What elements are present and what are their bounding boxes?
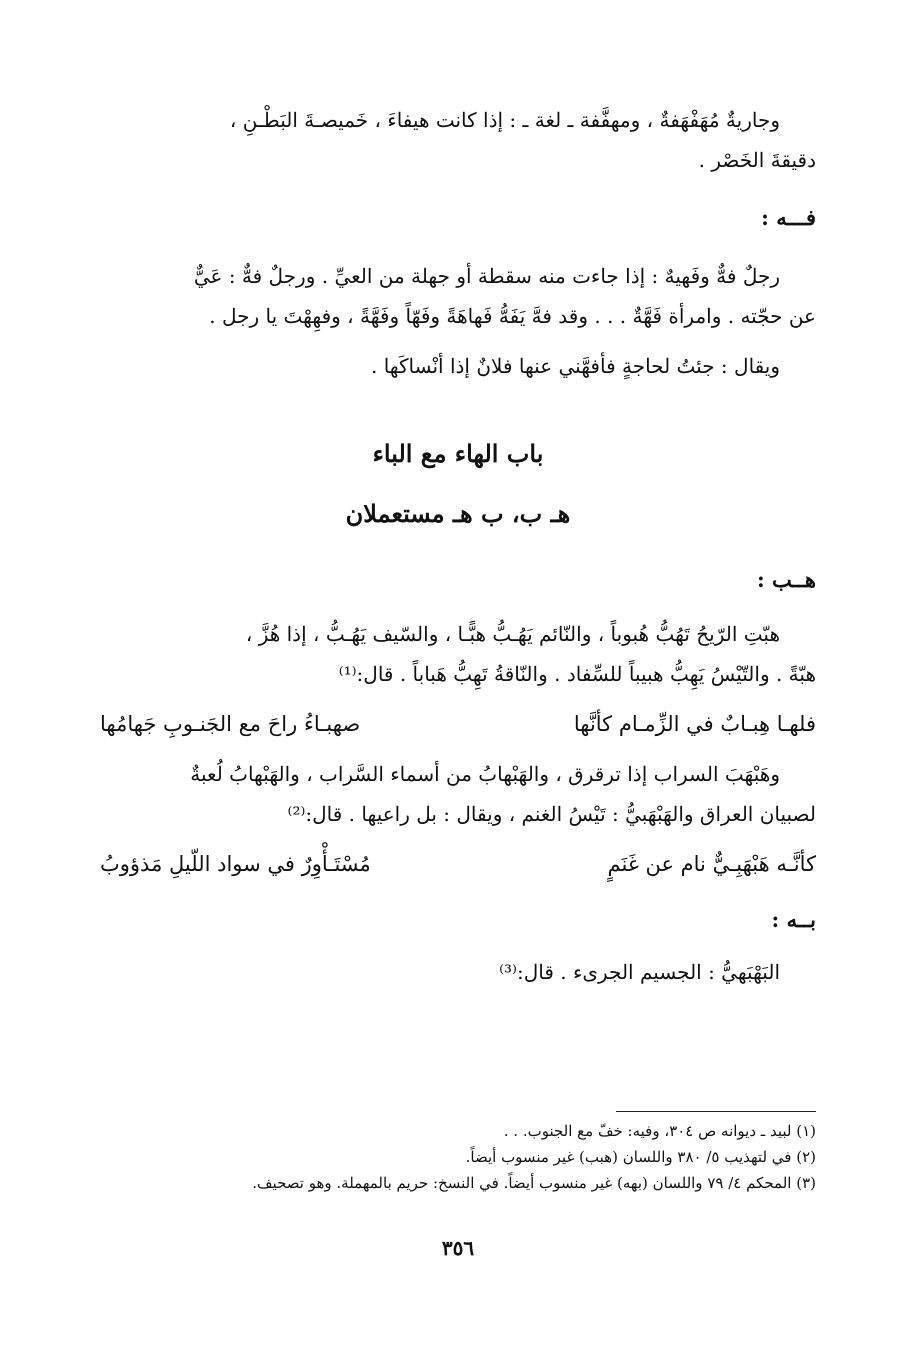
- verse-line: [100, 702, 816, 746]
- text-line: وهَبْهَبَ السراب إذا ترقرق ، والهَبْهابُ من أسماء السَّراب ، والهَبْهابُ لُعبةٌ: [190, 762, 780, 786]
- footnotes: [100, 1118, 816, 1196]
- verse-hemistich-left: صهبـاءُ راحَ مع الجَنـوبِ جَهامُها: [100, 712, 361, 736]
- text-line: دقيقةَ الخَصْر .: [698, 148, 816, 172]
- entry-heading-hb: هــب :: [756, 567, 816, 592]
- text-line: ويقال : جئتُ لحاجةٍ فأفهَّني عنها فلانٌ إذا أنْساكَها .: [370, 354, 780, 378]
- footnote: (٢) في لتهذيب ٥/ ٣٨٠ واللسان (هبب) غير منسوب أيضاً.: [465, 1148, 816, 1166]
- verse-line: [100, 842, 816, 886]
- entry-heading-bh: بــه :: [771, 907, 816, 932]
- text-line: وجاريةٌ مُهَفْهَفةٌ ، ومهفَّفة ـ لغة ـ : إذا كانت هيفاءَ ، خَميصـةَ البَطْـنِ ،: [229, 108, 780, 132]
- page-number: ٣٥٦: [441, 1236, 475, 1260]
- verse-hemistich-left: مُسْتَـأْوِرٌ في سواد اللّيلِ مَذؤوبُ: [100, 852, 371, 876]
- footnote: (٣) المحكم ٤/ ٧٩ واللسان (بهه) غير منسوب أيضاً. في النسخ: حريم بالمهملة. وهو تصحيف.: [252, 1174, 816, 1192]
- text-line: رجلٌ فهٌّ وفَهيهٌ : إذا جاءت منه سقطة أو جهلة من العيِّ . ورجلٌ فهٌّ : عَيٌّ: [193, 264, 780, 288]
- page-body: [100, 100, 816, 992]
- text-line: هبّةً . والتّيْسُ يَهِبُّ هبيباً للسِّفاد . والنّاقةُ تَهِبُّ هَباباً . قال:⁽¹⁾: [338, 662, 816, 686]
- text-line: البَهْبَهيُّ : الجسيم الجرىء . قال:⁽³⁾: [499, 960, 780, 984]
- text-line: لصبيان العراق والهَبْهَبيُّ : تَيْسُ الغنم ، ويقال : بل راعيها . قال:⁽²⁾: [287, 802, 816, 826]
- text-line: هبّتِ الرّيحُ تَهُبُّ هُبوباً ، والنّائم يَهُـبُّ هبًّـا ، والسّيف يَهُـبُّ ، إذا هُزَّ ،: [245, 622, 780, 646]
- entry-heading-fh: فـــه :: [761, 205, 816, 230]
- footnote: (١) لبيد ـ ديوانه ص ٣٠٤، وفيه: خفّ مع الجنوب. . .: [503, 1122, 816, 1140]
- verse-hemistich-right: فلهـا هِبـابٌ في الزِّمـام كأنَّها: [573, 712, 816, 736]
- text-line: عن حجّته . وامرأة فَهَّةٌ . . . وقد فهَّ يَفَهُّ فَهاهَةً وفَهّاً وفَهَّةً ، وفهِهْتَ يا رجل .: [209, 304, 816, 328]
- footnote-divider: [616, 1111, 816, 1112]
- chapter-title: باب الهاء مع الباء: [372, 439, 544, 468]
- chapter-subtitle: هـ ب، ب هـ مستعملان: [345, 499, 571, 528]
- verse-hemistich-right: كأنَّـه هَبْهَبِـيٌّ نام عن غَنَمٍ: [607, 852, 816, 876]
